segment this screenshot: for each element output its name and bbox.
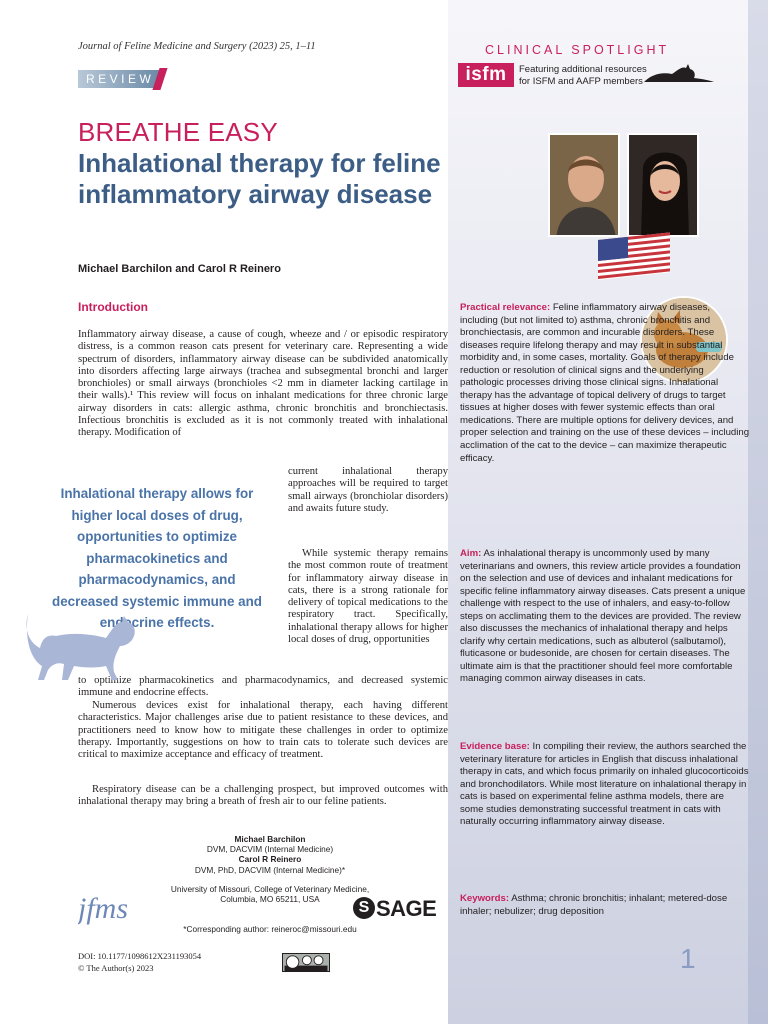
affil-university: University of Missouri, College of Veterinary Medicine, Columbia, MO 65211, USA [170, 884, 370, 904]
intro-paragraph-2-cont: to optimize pharmacokinetics and pharmacodynamics, and decreased systemic immune and endocrine effects. [78, 675, 448, 699]
intro-paragraph-1: Inflammatory airway disease, a cause of cough, wheeze and / or episodic respiratory distress, is a common reason cats present for veterinary care. Representing a wide spectrum of disorders, inflammatory airway disease can be subdivided anatomically into disorders affecting large airways (trachea and subsegmental bronchi and larger bronchioles) or small airways (bronchioles <2 mm in diameter lacking cartilage in their walls).¹ This review will focus on inhalant medications for three chronic large airway disorders in cats: allergic asthma, chronic bronchitis and bronchiectasis. Infectious bronchitis is excluded as it is not commonly treated with inhalational therapy. Modification of [78, 329, 448, 439]
feature-text: Featuring additional resources for ISFM and AAFP members [519, 64, 647, 87]
intro-paragraph-3: Numerous devices exist for inhalational therapy, each having different characteristics. Major challenges arise due to patient resistance to these devices, and practitioners need to know how to mitigate these challenges in order to optimize therapy. Importantly, suggestions on how to train cats to tolerate such devices are critical to maximize acceptance and efficacy of treatment. [78, 700, 448, 761]
affil-author-2-creds: DVM, PhD, DACVIM (Internal Medicine)* [194, 864, 346, 875]
corresponding-email[interactable]: *Corresponding author: reineroc@missouri.edu [183, 924, 357, 934]
sage-logo-mark: S [353, 897, 375, 919]
intro-heading: Introduction [78, 300, 148, 314]
intro-paragraph-4: Respiratory disease can be a challenging prospect, but improved outcomes with inhalational therapy may bring a breath of fresh air to our feline patients. [78, 784, 448, 808]
article-title: Inhalational therapy for feline inflammatory airway disease [78, 148, 441, 209]
copyright: © The Author(s) 2023 [78, 963, 154, 973]
abstract-practical-relevance [460, 302, 750, 465]
evidence-text: In compiling their review, the authors searched the veterinary literature for articles in English that discuss inhalational therapy in cats, and which focus primarily on inhaled glucocorticoids and bronchodilators. While most literature on inhalational therapy in cats is based on experimental feline asthma models, there are some studies demonstrating successful treatment in cats with naturally occurring inflammatory airway disease. [460, 741, 749, 828]
author-affiliation [160, 834, 380, 875]
affil-author-2: Carol R Reinero [238, 854, 302, 865]
section-label: REVIEW [86, 72, 155, 86]
aim-text: As inhalational therapy is uncommonly used by many veterinarians and owners, this review article provides a foundation on the selection and use of devices and inhalant medications for specific feline inflammatory airway diseases. Cats present a unique challenge with respect to the use of inhalers, and easy-to-follow steps on acclimating them to the devices are provided. The review also discusses the mechanics of inhalational therapy and helps clarify why certain medications, such as albuterol (salbutamol), fluticasone or budesonide, are chosen for certain diseases. The ultimate aim is that the practitioner should feel more comfortable managing common airway diseases in cats. [460, 548, 746, 685]
sage-logo: SAGE [376, 896, 437, 921]
doi[interactable]: DOI: 10.1177/1098612X231193054 [78, 951, 202, 961]
article-authors: Michael Barchilon and Carol R Reinero [78, 263, 281, 275]
aim-label: Aim: [460, 548, 482, 559]
clinical-spotlight-label: CLINICAL SPOTLIGHT [485, 43, 670, 57]
jfms-logo [78, 888, 156, 940]
jfms-logo-text: jfms [78, 892, 129, 925]
journal-citation: Journal of Feline Medicine and Surgery (2023) 25, 1–11 [78, 41, 316, 52]
creative-commons-icon [282, 953, 330, 972]
aafp-cat-logo [642, 60, 716, 86]
intro-paragraph-1-cont: current inhalational therapy approaches will be required to target small airways (bronchiolar disorders) and awaits future study. [288, 466, 448, 514]
author-photo-reinero [627, 133, 699, 237]
abstract-evidence-base [460, 741, 750, 829]
page-number: 1 [680, 943, 696, 974]
isfm-logo: isfm [458, 63, 514, 87]
author-photo-barchilon [548, 133, 620, 237]
practical-label: Practical relevance: [460, 302, 551, 313]
intro-paragraph-2: While systemic therapy remains the most common route of treatment for inflammatory airway disease in cats, there is a strong rationale for delivery of topical medications to the respiratory tract. Specifically, inhalational therapy allows for higher local doses of drug, opportunities [288, 548, 448, 646]
pull-quote: Inhalational therapy allows for higher local doses of drug, opportunities to optimize pharmacokinetics and pharmacodynamics, and decreased systemic immune and endocrine effects. [52, 486, 262, 630]
keywords-text: Asthma; chronic bronchitis; inhalant; metered-dose inhaler; nebulizer; drug deposition [460, 893, 728, 917]
cat-silhouette-icon [22, 608, 140, 688]
keywords-label: Keywords: [460, 893, 510, 904]
us-flag-icon [598, 230, 670, 280]
evidence-label: Evidence base: [460, 741, 530, 752]
abstract-keywords [460, 893, 750, 918]
affil-author-1-creds: DVM, DACVIM (Internal Medicine) [206, 844, 334, 855]
article-kicker: BREATHE EASY [78, 117, 278, 147]
abstract-aim [460, 548, 750, 686]
affil-author-1: Michael Barchilon [234, 834, 306, 844]
practical-text: Feline inflammatory airway diseases, including (but not limited to) asthma, chronic bronchitis and bronchiectasis, are common and incurable disorders. These diseases require lifelong therapy and may result in substantial morbidity and, in some cases, mortality. Goals of therapy include reduction or resolution of clinical signs and the underlying pathologic processes driving those clinical signs. Inhalational therapy has the advantage of topical delivery of drugs to target tissues at higher doses with fewer systemic effects than oral medications. There are multiple options for delivery devices, and proper selection and training on the use of these devices – including acclimation of the cat to the device – can maximize therapeutic efficacy. [460, 302, 750, 464]
edge-strip [748, 0, 768, 1024]
